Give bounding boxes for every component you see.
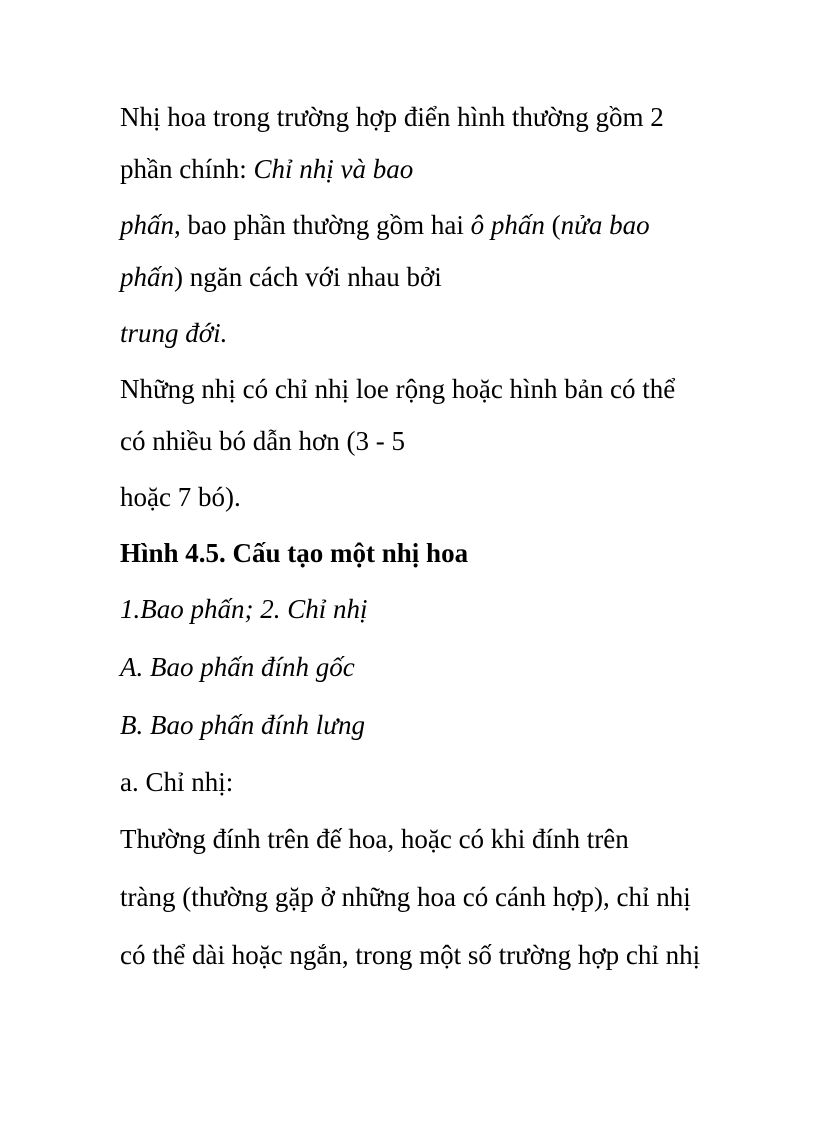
italic-term: Chỉ nhị và bao xyxy=(253,154,414,184)
paragraph-1-line-4 xyxy=(120,260,442,294)
figure-legend-b xyxy=(120,708,365,742)
paragraph-2-line-2 xyxy=(120,424,405,458)
italic-term: trung đới. xyxy=(120,318,228,348)
figure-title xyxy=(120,536,468,570)
legend-text: A. Bao phấn đính gốc xyxy=(120,652,355,682)
text-run: Thường đính trên đế hoa, hoặc có khi đính trên xyxy=(120,824,629,854)
paragraph-1-line-5 xyxy=(120,316,227,350)
text-run: ) ngăn cách với nhau bởi xyxy=(174,262,442,292)
paragraph-2-line-3 xyxy=(120,480,241,514)
text-run: phần chính: xyxy=(120,154,254,184)
italic-term: phấn xyxy=(120,262,174,292)
figure-title-text: Hình 4.5. Cấu tạo một nhị hoa xyxy=(120,538,469,568)
figure-legend-a xyxy=(120,650,355,684)
text-run: ( xyxy=(544,210,561,240)
legend-text: 1.Bao phấn; 2. Chỉ nhị xyxy=(120,594,368,624)
italic-term: nửa bao xyxy=(560,210,650,240)
text-run: Nhị hoa trong trường hợp điển hình thường gồm 2 xyxy=(120,102,664,132)
legend-text: B. Bao phấn đính lưng xyxy=(120,710,365,740)
section-line-1 xyxy=(120,822,629,856)
section-heading-text: a. Chỉ nhị: xyxy=(120,767,234,797)
italic-term: ô phấn xyxy=(470,210,545,240)
text-run: có thể dài hoặc ngắn, trong một số trường hợp chỉ nhị xyxy=(120,940,701,970)
text-run: , bao phần thường gồm hai xyxy=(174,210,471,240)
section-line-3 xyxy=(120,938,700,972)
paragraph-1-line-1 xyxy=(120,100,664,134)
italic-term: phấn xyxy=(120,210,174,240)
text-run: có nhiều bó dẫn hơn (3 - 5 xyxy=(120,426,405,456)
paragraph-2-line-1 xyxy=(120,372,675,406)
section-heading xyxy=(120,765,233,799)
text-run: hoặc 7 bó). xyxy=(120,482,241,512)
text-run: Những nhị có chỉ nhị loe rộng hoặc hình bản có thể xyxy=(120,374,676,404)
figure-legend-numbers xyxy=(120,592,368,626)
paragraph-1-line-3 xyxy=(120,208,650,242)
paragraph-1-line-2 xyxy=(120,152,413,186)
section-line-2 xyxy=(120,880,691,914)
text-run: tràng (thường gặp ở những hoa có cánh hợp), chỉ nhị xyxy=(120,882,691,912)
